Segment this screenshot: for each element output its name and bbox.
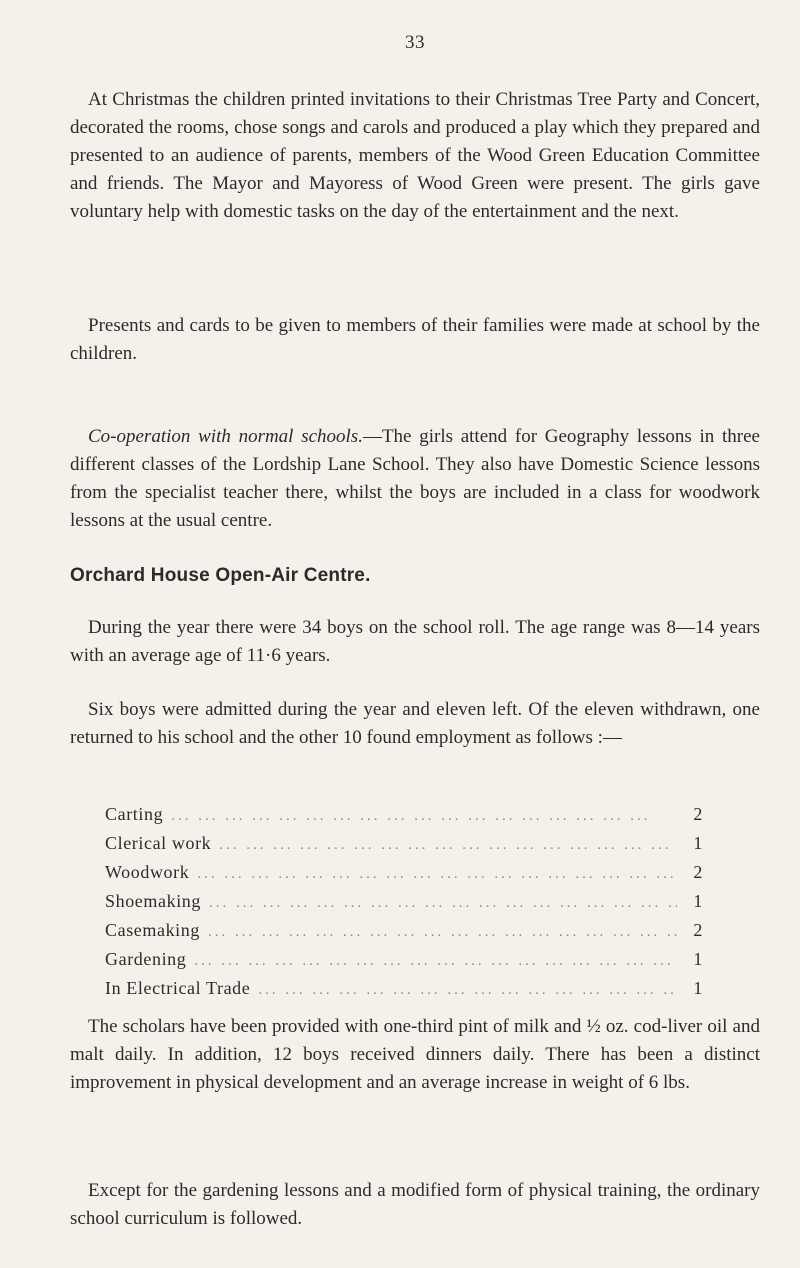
co-operation-text: —The girls attend for Geography lessons in three different classes of the Lordship Lane School. They also have Domestic Science lessons from the specialist teacher there, whilst the boys are included in a class for woodwork lessons at the usual centre. (70, 426, 760, 531)
employment-list (105, 804, 703, 1007)
dot-leader (219, 837, 677, 854)
dot-leader (208, 924, 677, 941)
page-number: 33 (405, 32, 425, 53)
document-page (70, 0, 760, 1268)
employment-row (105, 833, 703, 862)
employment-row (105, 949, 703, 978)
paragraph-christmas-party: At Christmas the children printed invitations to their Christmas Tree Party and Concert, decorated the rooms, chose songs and carols and produced a play which they prepared and presented to an audience of parents, members of the Wood Green Education Committee and friends. The Mayor and Mayoress of Wood Green were present. The girls gave voluntary help with domestic tasks on the day of the entertainment and the next. (70, 89, 760, 222)
employment-count: 2 (693, 804, 703, 824)
employment-row (105, 891, 703, 920)
paragraph-admissions: Six boys were admitted during the year and eleven left. Of the eleven withdrawn, one returned to his school and the other 10 found employment as follows :— (70, 699, 760, 748)
employment-count: 1 (693, 949, 703, 969)
employment-label: Carting (105, 804, 164, 824)
dot-leader (197, 866, 677, 883)
co-operation-lead: Co-operation with normal schools. (88, 426, 363, 447)
section-heading-orchard-house: Orchard House Open-Air Centre. (70, 565, 371, 586)
employment-row (105, 920, 703, 949)
paragraph-school-roll: During the year there were 34 boys on the school roll. The age range was 8—14 years with an average age of 11·6 years. (70, 617, 760, 666)
paragraph-co-operation (70, 423, 760, 535)
dot-leader (209, 895, 677, 912)
dot-leader (194, 953, 677, 970)
employment-count: 1 (693, 978, 703, 998)
employment-count: 2 (693, 862, 703, 882)
paragraph-curriculum: Except for the gardening lessons and a modified form of physical training, the ordinary school curriculum is followed. (70, 1180, 760, 1229)
paragraph-presents-and-cards: Presents and cards to be given to members of their families were made at school by the children. (70, 315, 760, 364)
employment-row (105, 862, 703, 891)
paragraph-milk-and-dinners: The scholars have been provided with one-third pint of milk and ½ oz. cod-liver oil and malt daily. In addition, 12 boys received dinners daily. There has been a distinct improvement in physical development and an average increase in weight of 6 lbs. (70, 1016, 760, 1093)
employment-count: 1 (693, 891, 703, 911)
dot-leader (171, 808, 677, 825)
employment-label: Casemaking (105, 920, 200, 940)
employment-label: In Electrical Trade (105, 978, 251, 998)
employment-label: Shoemaking (105, 891, 201, 911)
employment-label: Woodwork (105, 862, 190, 882)
dot-leader (258, 982, 677, 999)
employment-label: Gardening (105, 949, 187, 969)
employment-row (105, 804, 703, 833)
employment-count: 2 (693, 920, 703, 940)
employment-count: 1 (693, 833, 703, 853)
employment-label: Clerical work (105, 833, 212, 853)
employment-row (105, 978, 703, 1007)
